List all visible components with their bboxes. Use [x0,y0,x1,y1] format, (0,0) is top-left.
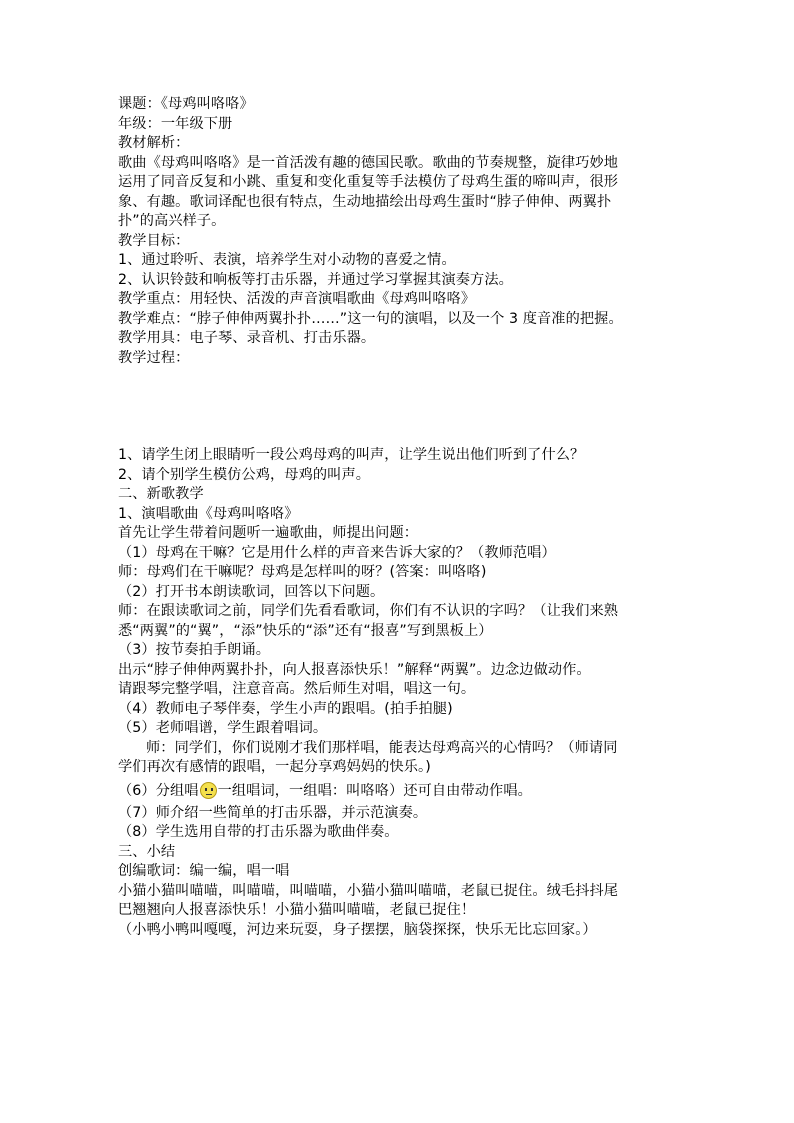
process-line: 1、演唱歌曲《母鸡叫咯咯》 [118,505,299,522]
process-line: 悉“两翼”的“翼”，“添”快乐的“添”还有“报喜”写到黑板上） [118,622,493,639]
process-line: 师：母鸡们在干嘛呢？母鸡是怎样叫的呀？(答案：叫咯咯) [118,564,487,580]
tools-line: 教学用具：电子琴、录音机、打击乐器。 [118,330,376,346]
process-heading: 教学过程： [118,349,190,366]
process-line: （1）母鸡在干嘛？它是用什么样的声音来告诉大家的？（教师范唱） [118,544,556,561]
group-sing-text: （6）分组唱 [118,782,199,799]
lyrics-line: （小鸭小鸭叫嘎嘎，河边来玩耍，身子摆摆，脑袋探探，快乐无比忘回家。） [118,921,597,938]
process-line: 创编歌词：编一编，唱一唱 [118,863,290,879]
process-line: 1、请学生闭上眼睛听一段公鸡母鸡的叫声，让学生说出他们听到了什么？ [118,447,585,463]
process-line: （2）打开书本朗读歌词，回答以下问题。 [118,583,385,600]
grade-line: 年级：一年级下册 [118,115,233,132]
lyrics-line: 小猫小猫叫喵喵，叫喵喵，叫喵喵，小猫小猫叫喵喵，老鼠已捉住。绒毛抖抖尾 [118,882,619,899]
key-point-line: 教学重点：用轻快、活泼的声音演唱歌曲《母鸡叫咯咯》 [118,291,476,307]
process-line: （8）学生选用自带的打击乐器为歌曲伴奏。 [118,824,399,840]
smiley-icon [200,782,217,799]
section-heading: 三、小结 [118,843,176,860]
process-line: （5）老师唱谱，学生跟着唱词。 [118,720,328,736]
section-heading: 二、新歌教学 [118,486,204,502]
material-text-line: 扑”的高兴样子。 [118,213,226,229]
goals-heading: 教学目标： [118,232,190,249]
group-sing-line [118,778,688,804]
goal-item: 1、通过聆听、表演，培养学生对小动物的喜爱之情。 [118,252,456,268]
lyrics-line: 巴翘翘向人报喜添快乐！小猫小猫叫喵喵，老鼠已捉住！ [118,902,476,918]
process-line: 出示“脖子伸伸两翼扑扑，向人报喜添快乐！”解释“两翼”。边念边做动作。 [118,661,591,678]
process-line: 2、请个别学生模仿公鸡，母鸡的叫声。 [118,466,371,483]
process-line: 师：在跟读歌词之前，同学们先看看歌词，你们有不认识的字吗？（让我们来熟 [118,603,619,619]
process-line: 首先让学生带着问题听一遍歌曲，师提出问题： [118,525,419,541]
document-page [118,95,688,940]
lesson-title: 课题：《母鸡叫咯咯》 [118,96,254,112]
process-line: 师：同学们，你们说刚才我们那样唱，能表达母鸡高兴的心情吗？（师请同 [146,739,618,756]
material-text-line: 歌曲《母鸡叫咯咯》是一首活泼有趣的德国民歌。歌曲的节奏规整，旋律巧妙地 [118,154,619,171]
process-line: 请跟琴完整学唱，注意音高。然后师生对唱，唱这一句。 [118,681,476,697]
process-line: 学们再次有感情的跟唱，一起分享鸡妈妈的快乐。) [118,759,431,775]
material-text-line: 运用了同音反复和小跳、重复和变化重复等手法模仿了母鸡生蛋的啼叫声，很形 [118,174,619,190]
process-line: （3）按节奏拍手朗诵。 [118,642,271,658]
blank-gap [118,368,688,446]
process-line: （4）教师电子琴伴奏，学生小声的跟唱。(拍手拍腿) [118,700,453,717]
process-line: （7）师介绍一些简单的打击乐器，并示范演奏。 [118,804,428,821]
difficulty-line: 教学难点：“脖子伸伸两翼扑扑……”这一句的演唱，以及一个 3 度音准的把握。 [118,310,623,327]
material-heading: 教材解析： [118,135,190,151]
goal-item: 2、认识铃鼓和响板等打击乐器，并通过学习掌握其演奏方法。 [118,271,513,288]
material-text-line: 象、有趣。歌词译配也很有特点，生动地描绘出母鸡生蛋时“脖子伸伸、两翼扑 [118,193,612,210]
group-sing-text: 一组唱词，一组唱：叫咯咯）还可自由带动作唱。 [217,782,532,799]
